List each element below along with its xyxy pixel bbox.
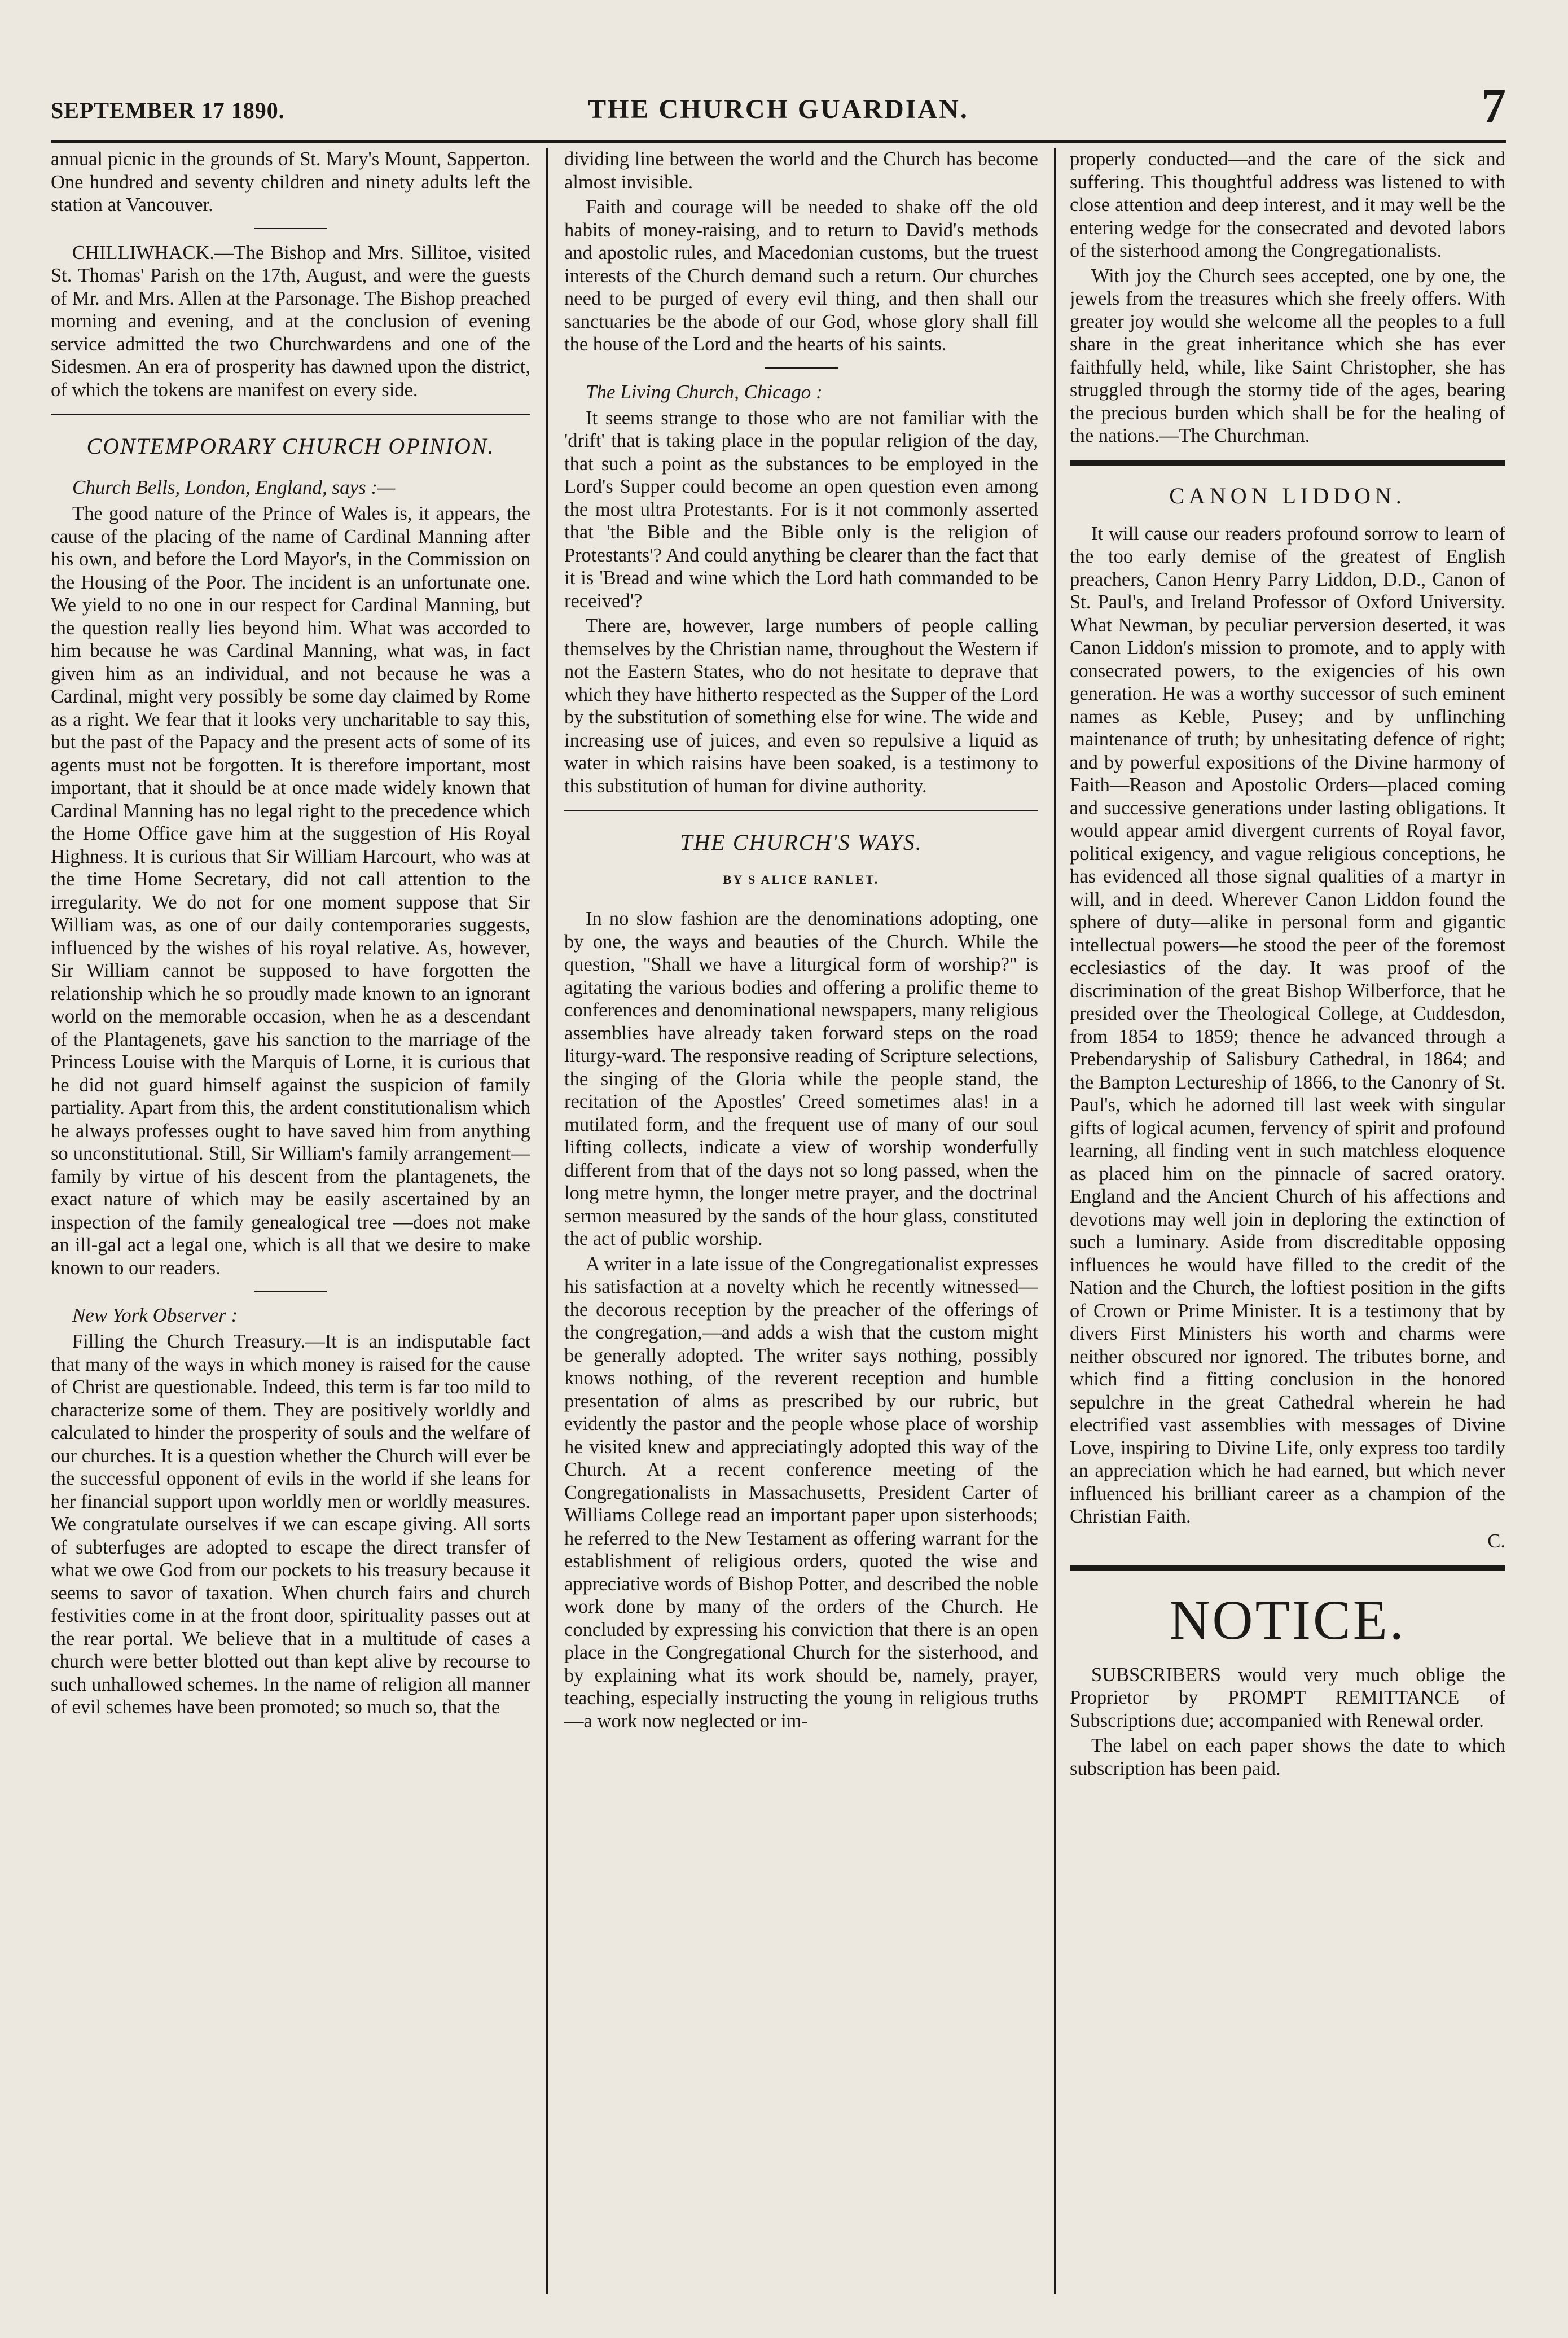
paragraph: SUBSCRIBERS would very much oblige the Proprietor by PROMPT REMITTANCE of Subscriptions due; accompanied with Renewal order. bbox=[1070, 1664, 1505, 1731]
section-heading: CONTEMPORARY CHURCH OPINION. bbox=[86, 433, 495, 459]
signature: C. bbox=[1487, 1530, 1505, 1552]
paragraph: The good nature of the Prince of Wales is, it appears, the cause of the placing of the name of Cardinal Manning after his own, and before the Lord Mayor's, in the Commission on the Housing of the Poor. The incident is an unfortunate one. We yield to no one in our respect for Cardinal Manning, but the question really lies beyond him. What was accorded to him because he was Cardinal Manning, what was, in fact given him as an individual, and not because he was a Cardinal, might very possibly be some day claimed by Rome as a right. We fear that it looks very uncharitable to say this, but the past of the Papacy and the present acts of some of its agents must not be forgotten. It is therefore important, most important, that it should be at once made widely known that Cardinal Manning has no legal right to the precedence which the Home Office gave him at the suggestion of His Royal Highness. It is curious that Sir William Harcourt, who was at the time Home Secretary, did not call attention to the irregularity. We do not for one moment suppose that Sir William was, as one of our daily contemporaries suggests, influenced by the wishes of his royal relative. As, however, Sir William cannot be supposed to have forgotten the relationship which he so proudly made known to an ignorant world on the memorable occasion, when he as a descendant of the Plantagenets, gave his sanction to the marriage of the Princess Louise with the Marquis of Lorne, it is curious that he did not guard himself against the suspicion of family partiality. Apart from this, the ardent constitutionalism which he always professes ought to have saved him from anything so unconstitutional. Still, Sir William's family arrangement—family by virtue of his descent from the plantagenets, the exact nature of which may be easily ascertained by an inspection of the family genealogical tree —does not make an ill-gal act a legal one, which is all that we desire to make known to our readers. bbox=[51, 503, 530, 1279]
heavy-divider bbox=[1070, 460, 1505, 466]
notice-heading: NOTICE. bbox=[1169, 1588, 1406, 1651]
column-1 bbox=[51, 148, 530, 2294]
paragraph: There are, however, large numbers of people calling themselves by the Christian name, throughout the Western if not the Eastern States, who do not hesitate to deprave that which they have hitherto respected as the Supper of the Lord by the substitution of something else for wine. The wide and increasing use of juices, and even so repulsive a liquid as water in which raisins have been soaked, is a testimony to this substitution of human for divine authority. bbox=[564, 615, 1038, 797]
source-label: Church Bells, London, England, says :— bbox=[72, 476, 396, 498]
article-heading: THE CHURCH'S WAYS. bbox=[680, 830, 923, 855]
divider bbox=[254, 1291, 327, 1292]
page-header bbox=[51, 78, 1506, 143]
paragraph: dividing line between the world and the Church has become almost invisible. bbox=[564, 148, 1038, 193]
paragraph: In no slow fashion are the denominations adopting, one by one, the ways and beauties of the Church. While the question, "Shall we have a liturgical form of worship?" is agitating the various bodies and offering a prolific theme to conferences and denominational newspapers, many religious assemblies have already taken forward steps on the road liturgy-ward. The responsive reading of Scripture selections, the singing of the Gloria while the people stand, the recitation of the Apostles' Creed sometimes alas! in a mutilated form, and the frequent use of many of our soul lifting collects, indicate a view of worship wonderfully different from that of the days not so long passed, when the long metre hymn, the longer metre prayer, and the doctrinal sermon measured by the sands of the hour glass, constituted the act of public worship. bbox=[564, 908, 1038, 1249]
paragraph: A writer in a late issue of the Congregationalist expresses his satisfaction at a novelty which he recently witnessed—the decorous reception by the preacher of the offerings of the congregation,—and adds a wish that the custom might be generally adopted. The writer says nothing, possibly knows nothing, of the reverent reception and humble presentation of alms as prescribed by our rubric, but evidently the pastor and the people whose place of worship he visited knew and appreciatingly adopted this way of the Church. At a recent conference meeting of the Congregationalists in Massachusetts, President Carter of Williams College read an important paper upon sisterhoods; he referred to the New Testament as offering warrant for the establishment of religious orders, quoted the wise and appreciative words of Bishop Potter, and described the noble work done by many of the orders of the Church. He concluded by expressing his conviction that there is an open place in the Congregational Church for the sisterhood, and by explaining what its work should be, namely, prayer, teaching, especially instructing the young in religious truths—a work now neglected or im- bbox=[564, 1253, 1038, 1732]
paragraph: CHILLIWHACK.—The Bishop and Mrs. Sillitoe, visited St. Thomas' Parish on the 17th, August, and were the guests of Mr. and Mrs. Allen at the Parsonage. The Bishop preached morning and evening, and at the conclusion of evening service admitted the two Churchwardens and one of the Sidesmen. An era of prosperity has dawned upon the district, of which the tokens are manifest on every side. bbox=[51, 242, 530, 401]
column-rule bbox=[1054, 148, 1056, 2294]
issue-date: SEPTEMBER 17 1890. bbox=[51, 98, 285, 123]
column-2 bbox=[564, 148, 1038, 2294]
column-3 bbox=[1070, 148, 1505, 2294]
source-label: The Living Church, Chicago : bbox=[586, 380, 823, 403]
paragraph: Faith and courage will be needed to shake off the old habits of money-raising, and to return to David's methods and apostolic rules, and Macedonian customs, but the truest interests of the Church demand such a return. Our churches need to be purged of every evil thing, and then shall our sanctuaries be the abode of our God, whose glory shall fill the house of the Lord and the hearts of his saints. bbox=[564, 196, 1038, 355]
divider bbox=[765, 367, 838, 369]
divider bbox=[254, 228, 327, 229]
paragraph: The label on each paper shows the date to which subscription has been paid. bbox=[1070, 1735, 1505, 1779]
masthead-title: THE CHURCH GUARDIAN. bbox=[588, 94, 969, 124]
paragraph: Filling the Church Treasury.—It is an indisputable fact that many of the ways in which money is raised for the cause of Christ are questionable. Indeed, this term is far too mild to characterize some of them. They are positively worldly and calculated to hinder the prosperity of souls and the welfare of our churches. It is a question whether the Church will ever be the successful opponent of evils in the world if she leans for her financial support upon worldly men or worldly measures. We congratulate ourselves if we can escape giving. All sorts of subterfuges are adopted to escape the direct transfer of what we owe God from our pockets to his treasury because it seems to savor of taxation. When church fairs and church festivities come in at the front door, spirituality passes out at the rear portal. We believe that in a multitude of cases a church were better blotted out than kept alive by recourse to such unhallowed schemes. In the name of religion all manner of evil schemes have been promoted; so much so, that the bbox=[51, 1331, 530, 1718]
paragraph: properly conducted—and the care of the sick and suffering. This thoughtful address was listened to with close attention and deep interest, and it may well be the entering wedge for the consecrated and devoted labors of the sisterhood among the Congregationalists. bbox=[1070, 148, 1505, 261]
source-label: New York Observer : bbox=[72, 1304, 238, 1326]
article-byline: BY S ALICE RANLET. bbox=[723, 872, 880, 887]
paragraph: With joy the Church sees accepted, one by one, the jewels from the treasures which she freely offers. With greater joy would she welcome all the peoples to a full share in the great inheritance which she has ever faithfully held, while, like Saint Christopher, she has struggled through the stormy tide of the ages, bearing the precious burden which shall be for the healing of the nations.—The Churchman. bbox=[1070, 265, 1505, 446]
paragraph: annual picnic in the grounds of St. Mary's Mount, Sapperton. One hundred and seventy children and ninety adults left the station at Vancouver. bbox=[51, 148, 530, 216]
article-heading: CANON LIDDON. bbox=[1169, 482, 1406, 508]
section-divider bbox=[51, 413, 530, 418]
section-divider bbox=[564, 809, 1038, 814]
heavy-divider bbox=[1070, 1565, 1505, 1571]
column-rule bbox=[546, 148, 548, 2294]
paragraph: It will cause our readers profound sorrow to learn of the too early demise of the greatest of English preachers, Canon Henry Parry Liddon, D.D., Canon of St. Paul's, and Ireland Professor of Oxford University. What Newman, by peculiar perversion deserted, it was Canon Liddon's mission to promote, and to apply with consecrated powers, to the exigencies of his own generation. He was a worthy successor of such eminent names as Keble, Pusey; and by unflinching maintenance of truth; by unhesitating defence of right; and by powerful expositions of the Divine harmony of Faith—Reason and Apostolic Orders—placed coming and successive generations under lasting obligations. It would appear amid divergent currents of Royal favor, political exigency, and vague religious conceptions, he has evidenced all those signal qualities of a martyr in will, and in deed. Wherever Canon Liddon found the sphere of duty—alike in personal form and gigantic intellectual powers—he stood the peer of the foremost ecclesiastics of the day. It was proof of the discrimination of the great Bishop Wilberforce, that he presided over the Theological College, at Cuddesdon, from 1854 to 1859; thence he advanced through a Prebendaryship of Salisbury Cathedral, in 1864; and the Bampton Lectureship of 1866, to the Canonry of St. Paul's, which he adorned till last week with singular gifts of logical acumen, fervency of spirit and profound learning, all finding vent in such matchless eloquence as placed him on the pinnacle of sacred oratory. England and the Ancient Church of his affections and devotions may well join in deploring the extinction of such a luminary. Aside from discreditable opposing influences he would have filled to the credit of the Nation and the Church, the loftiest position in the gifts of Crown or Prime Minister. It is a testimony that by divers First Ministers his worth and charms were neither obscured nor ignored. The tributes borne, and which find a fitting conclusion in the honored sepulchre in the great Cathedral wherein he had electrified vast assemblies with messages of Divine Love, inspiring to Divine Life, only express too tardily an appreciation which he had earned, but which never influenced his brilliant career as a champion of the Christian Faith. bbox=[1070, 523, 1505, 1527]
paragraph: It seems strange to those who are not familiar with the 'drift' that is taking place in the popular religion of the day, that such a point as the substances to be employed in the Lord's Supper could become an open question even among the most ultra Protestants. For is it not commonly asserted that 'the Bible and the Bible only is the religion of Protestants'? And could anything be clearer than the fact that it is 'Bread and wine which the Lord hath commanded to be received'? bbox=[564, 407, 1038, 612]
page-number: 7 bbox=[1481, 79, 1506, 134]
